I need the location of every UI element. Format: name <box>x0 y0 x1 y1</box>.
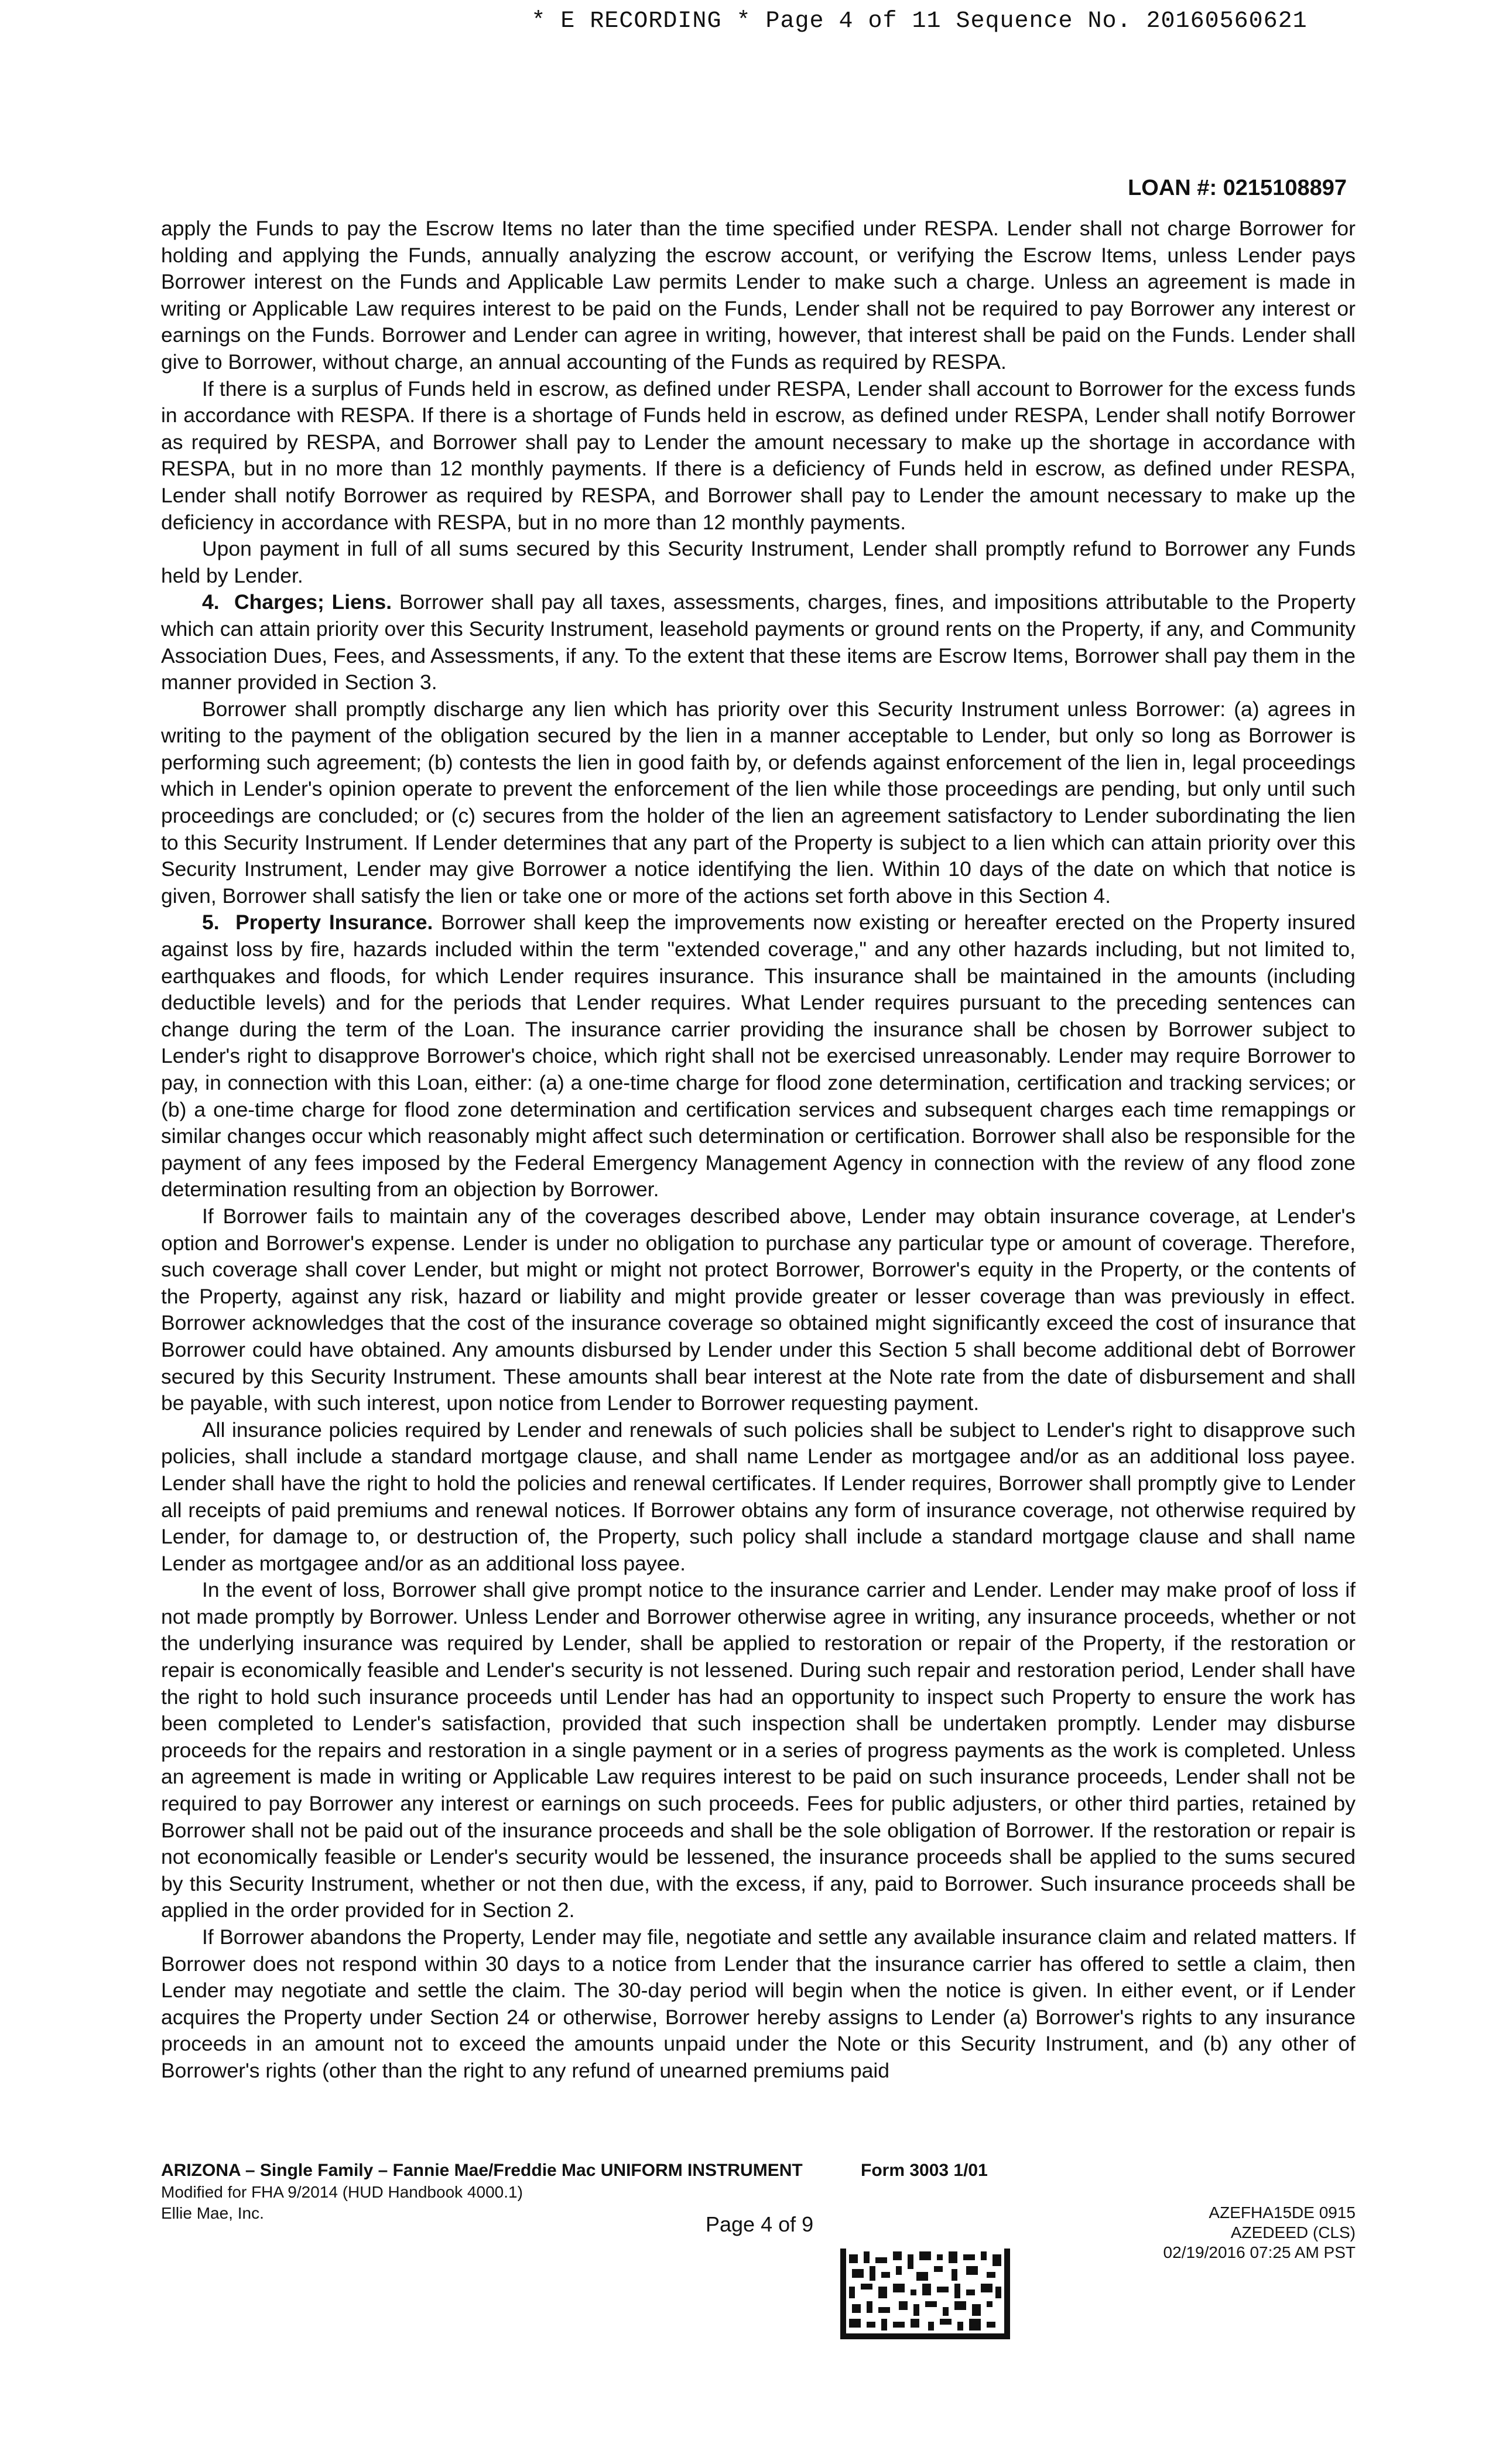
footer-state: ARIZONA <box>161 2161 241 2180</box>
barcode-icon <box>840 2249 1010 2339</box>
footer-vendor: Ellie Mae, Inc. <box>161 2204 264 2222</box>
footer-page-number: Page 4 of 9 <box>706 2212 814 2236</box>
paragraph: Upon payment in full of all sums secured by this Security Instrument, Lender shall promptly refund to Borrower any Funds held by Lender. <box>161 537 1356 587</box>
paragraph: If there is a surplus of Funds held in escrow, as defined under RESPA, Lender shall account to Borrower for the excess funds in accordance with RESPA. If there is a shortage of Funds held in escrow, as defined under RESPA, Lender shall notify Borrower as required by RESPA, and Borrower shall pay to Lender the amount necessary to make up the shortage in accordance with RESPA, but in no more than 12 monthly payments. If there is a deficiency of Funds held in escrow, as defined under RESPA, Lender shall notify Borrower as required by RESPA, and Borrower shall pay to Lender the amount necessary to make up the deficiency in accordance with RESPA, but in no more than 12 monthly payments. <box>161 377 1356 534</box>
loan-number: LOAN #: 0215108897 <box>1128 176 1347 200</box>
recording-header: * E RECORDING * Page 4 of 11 Sequence No. 20160560621 <box>531 8 1308 35</box>
footer-code2: AZEDEED (CLS) <box>1230 2223 1356 2241</box>
section-number: 5. <box>202 911 220 935</box>
section-4 <box>161 589 1356 696</box>
document-body <box>161 215 1356 2085</box>
footer-timestamp: 02/19/2016 07:25 AM PST <box>1163 2243 1356 2261</box>
paragraph: apply the Funds to pay the Escrow Items no later than the time specified under RESPA. Lender shall not charge Borrower for holding and applying the Funds, annually analyzing the escrow account, or verifying the Escrow Items, unless Lender pays Borrower interest on the Funds and Applicable Law permits Lender to make such a charge. Unless an agreement is made in writing or Applicable Law requires interest to be paid on the Funds, Lender shall not be required to pay Borrower any interest or earnings on the Funds. Borrower and Lender can agree in writing, however, that interest shall be paid on the Funds. Lender shall give to Borrower, without charge, an annual accounting of the Funds as required by RESPA. <box>161 217 1356 374</box>
section-text: Borrower shall keep the improvements now existing or hereafter erected on the Property insured against loss by fire, hazards included within the term "extended coverage," and any other hazards including, but not limited to, earthquakes and floods, for which Lender requires insurance. This insurance shall be maintained in the amounts (including deductible levels) and for the periods that Lender requires. What Lender requires pursuant to the preceding sentences can change during the term of the Loan. The insurance carrier providing the insurance shall be chosen by Borrower subject to Lender's right to disapprove Borrower's choice, which right shall not be exercised unreasonably. Lender may require Borrower to pay, in connection with this Loan, either: (a) a one-time charge for flood zone determination, certification and tracking services; or (b) a one-time charge for flood zone determination and certification services and subsequent charges each time remappings or similar changes occur which reasonably might affect such determination or certification. Borrower shall also be responsible for the payment of any fees imposed by the Federal Emergency Management Agency in connection with the review of any flood zone determination resulting from an objection by Borrower. <box>161 911 1356 1202</box>
section-number: 4. <box>202 590 220 614</box>
footer-code1: AZEFHA15DE 0915 <box>1209 2203 1356 2222</box>
footer <box>161 2161 1356 2261</box>
section-title: Charges; Liens. <box>234 590 392 614</box>
footer-modified: Modified for FHA 9/2014 (HUD Handbook 4000.1) <box>161 2183 523 2201</box>
footer-desc: – Single Family – Fannie Mae/Freddie Mac UNIFORM INSTRUMENT <box>245 2161 803 2180</box>
paragraph: Borrower shall promptly discharge any lien which has priority over this Security Instrument unless Borrower: (a) agrees in writing to the payment of the obligation secured by the lien in a manner acceptable to Lender, but only so long as Borrower is performing such agreement; (b) contests the lien in good faith by, or defends against enforcement of the lien in, legal proceedings which in Lender's opinion operate to prevent the enforcement of the lien while those proceedings are pending, but only until such proceedings are concluded; or (c) secures from the holder of the lien an agreement satisfactory to Lender subordinating the lien to this Security Instrument. If Lender determines that any part of the Property is subject to a lien which can attain priority over this Security Instrument, Lender may give Borrower a notice identifying the lien. Within 10 days of the date on which that notice is given, Borrower shall satisfy the lien or take one or more of the actions set forth above in this Section 4. <box>161 697 1356 908</box>
footer-form: Form 3003 1/01 <box>861 2161 988 2180</box>
paragraph: If Borrower abandons the Property, Lender may file, negotiate and settle any available insurance claim and related matters. If Borrower does not respond within 30 days to a notice from Lender that the insurance carrier has offered to settle a claim, then Lender may negotiate and settle the claim. The 30-day period will begin when the notice is given. In either event, or if Lender acquires the Property under Section 24 or otherwise, Borrower hereby assigns to Lender (a) Borrower's rights to any insurance proceeds in an amount not to exceed the amounts unpaid under the Note or this Security Instrument, and (b) any other of Borrower's rights (other than the right to any refund of unearned premiums paid <box>161 1925 1356 2082</box>
paragraph: If Borrower fails to maintain any of the coverages described above, Lender may obtain insurance coverage, at Lender's option and Borrower's expense. Lender is under no obligation to purchase any particular type or amount of coverage. Therefore, such coverage shall cover Lender, but might or might not protect Borrower, Borrower's equity in the Property, or the contents of the Property, against any risk, hazard or liability and might provide greater or lesser coverage than was previously in effect. Borrower acknowledges that the cost of the insurance coverage so obtained might significantly exceed the cost of insurance that Borrower could have obtained. Any amounts disbursed by Lender under this Section 5 shall become additional debt of Borrower secured by this Security Instrument. These amounts shall bear interest at the Note rate from the date of disbursement and shall be payable, with such interest, upon notice from Lender to Borrower requesting payment. <box>161 1204 1356 1415</box>
footer-codes <box>1163 2203 1356 2263</box>
section-text: Borrower shall pay all taxes, assessments, charges, fines, and impositions attributable to the Property which can attain priority over this Security Instrument, leasehold payments or ground rents on the Property, if any, and Community Association Dues, Fees, and Assessments, if any. To the extent that these items are Escrow Items, Borrower shall pay them in the manner provided in Section 3. <box>161 590 1356 694</box>
paragraph: In the event of loss, Borrower shall give prompt notice to the insurance carrier and Lender. Lender may make proof of loss if not made promptly by Borrower. Unless Lender and Borrower otherwise agree in writing, any insurance proceeds, whether or not the underlying insurance was required by Lender, shall be applied to restoration or repair of the Property, if the restoration or repair is economically feasible and Lender's security is not lessened. During such repair and restoration period, Lender shall have the right to hold such insurance proceeds until Lender has had an opportunity to inspect such Property to ensure the work has been completed to Lender's satisfaction, provided that such inspection shall be undertaken promptly. Lender may disburse proceeds for the repairs and restoration in a single payment or in a series of progress payments as the work is completed. Unless an agreement is made in writing or Applicable Law requires interest to be paid on such insurance proceeds, Lender shall not be required to pay Borrower any interest or earnings on such proceeds. Fees for public adjusters, or other third parties, retained by Borrower shall not be paid out of the insurance proceeds and shall be the sole obligation of Borrower. If the restoration or repair is not economically feasible or Lender's security would be lessened, the insurance proceeds shall be applied to the sums secured by this Security Instrument, whether or not then due, with the excess, if any, paid to Borrower. Such insurance proceeds shall be applied in the order provided for in Section 2. <box>161 1578 1356 1922</box>
section-title: Property Insurance. <box>235 911 433 935</box>
footer-instrument <box>161 2161 1356 2181</box>
section-5 <box>161 909 1356 1203</box>
paragraph: All insurance policies required by Lender and renewals of such policies shall be subject to Lender's right to disapprove such policies, shall include a standard mortgage clause, and shall name Lender as mortgagee and/or as an additional loss payee. Lender shall have the right to hold the policies and renewal certificates. If Lender requires, Borrower shall promptly give to Lender all receipts of paid premiums and renewal notices. If Borrower obtains any form of insurance coverage, not otherwise required by Lender, for damage to, or destruction of, the Property, such policy shall include a standard mortgage clause and shall name Lender as mortgagee and/or as an additional loss payee. <box>161 1418 1356 1575</box>
